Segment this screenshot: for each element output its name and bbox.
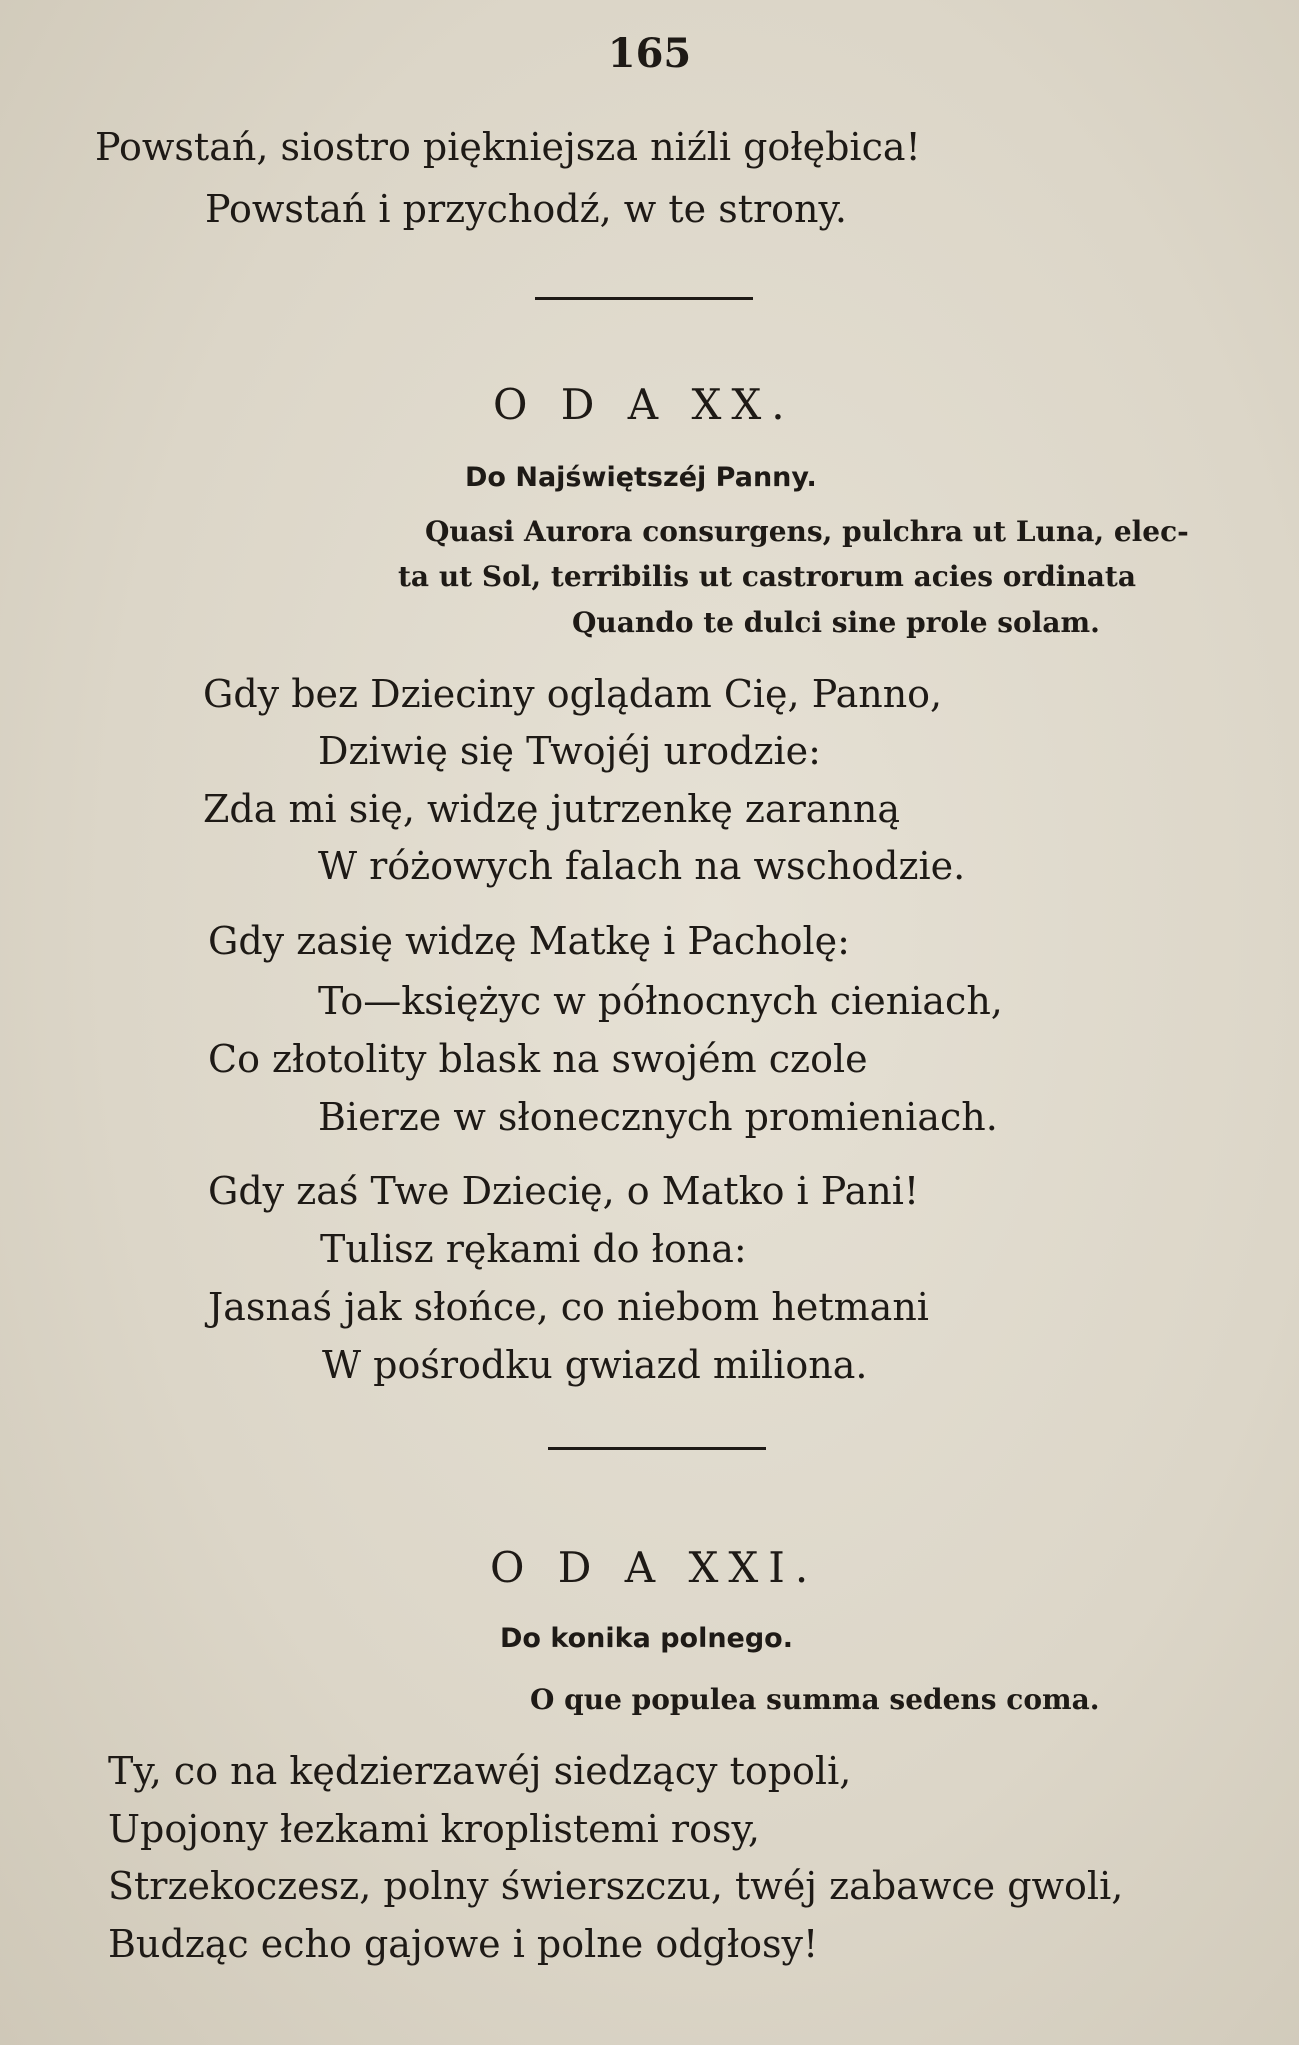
verse-line: Powstań i przychodź, w te strony.	[205, 187, 847, 231]
verse-line: Dziwię się Twojéj urodzie:	[318, 729, 821, 773]
ode-title: O D A XX.	[493, 380, 795, 429]
page-number: 165	[607, 30, 692, 77]
verse-line: Ty, co na kędzierzawéj siedzący topoli,	[108, 1749, 852, 1793]
verse-line: Co złotolity blask na swojém czole	[208, 1037, 868, 1081]
verse-line: W pośrodku gwiazd miliona.	[322, 1343, 868, 1387]
ode-subtitle: Do Najświętszéj Panny.	[465, 462, 817, 493]
verse-line: Gdy zaś Twe Dziecię, o Matko i Pani!	[208, 1169, 920, 1213]
verse-line: Gdy bez Dzieciny oglądam Cię, Panno,	[203, 672, 943, 716]
epigraph-line: O que populea summa sedens coma.	[530, 1683, 1100, 1716]
ode-subtitle: Do konika polnego.	[500, 1623, 793, 1654]
verse-line: Gdy zasię widzę Matkę i Pacholę:	[208, 919, 850, 963]
verse-line: Jasnaś jak słońce, co niebom hetmani	[208, 1285, 929, 1329]
verse-line: To—księżyc w północnych cieniach,	[318, 979, 1003, 1023]
verse-line: Powstań, siostro piękniejsza niźli gołębica!	[95, 125, 921, 169]
verse-line: Bierze w słonecznych promieniach.	[318, 1095, 998, 1139]
verse-line: Zda mi się, widzę jutrzenkę zaranną	[203, 787, 900, 831]
verse-line: W różowych falach na wschodzie.	[318, 844, 966, 888]
ode-title: O D A XXI.	[490, 1543, 819, 1592]
verse-line: Budząc echo gajowe i polne odgłosy!	[108, 1922, 819, 1966]
epigraph-line: Quando te dulci sine prole solam.	[572, 606, 1100, 639]
section-divider	[548, 1447, 766, 1450]
section-divider	[535, 297, 753, 300]
epigraph-line: Quasi Aurora consurgens, pulchra ut Luna, elec-	[425, 515, 1189, 548]
epigraph-line: ta ut Sol, terribilis ut castrorum acies ordinata	[398, 560, 1136, 593]
verse-line: Tulisz rękami do łona:	[320, 1227, 747, 1271]
verse-line: Upojony łezkami kroplistemi rosy,	[108, 1807, 760, 1851]
verse-line: Strzekoczesz, polny świerszczu, twéj zabawce gwoli,	[108, 1864, 1124, 1908]
